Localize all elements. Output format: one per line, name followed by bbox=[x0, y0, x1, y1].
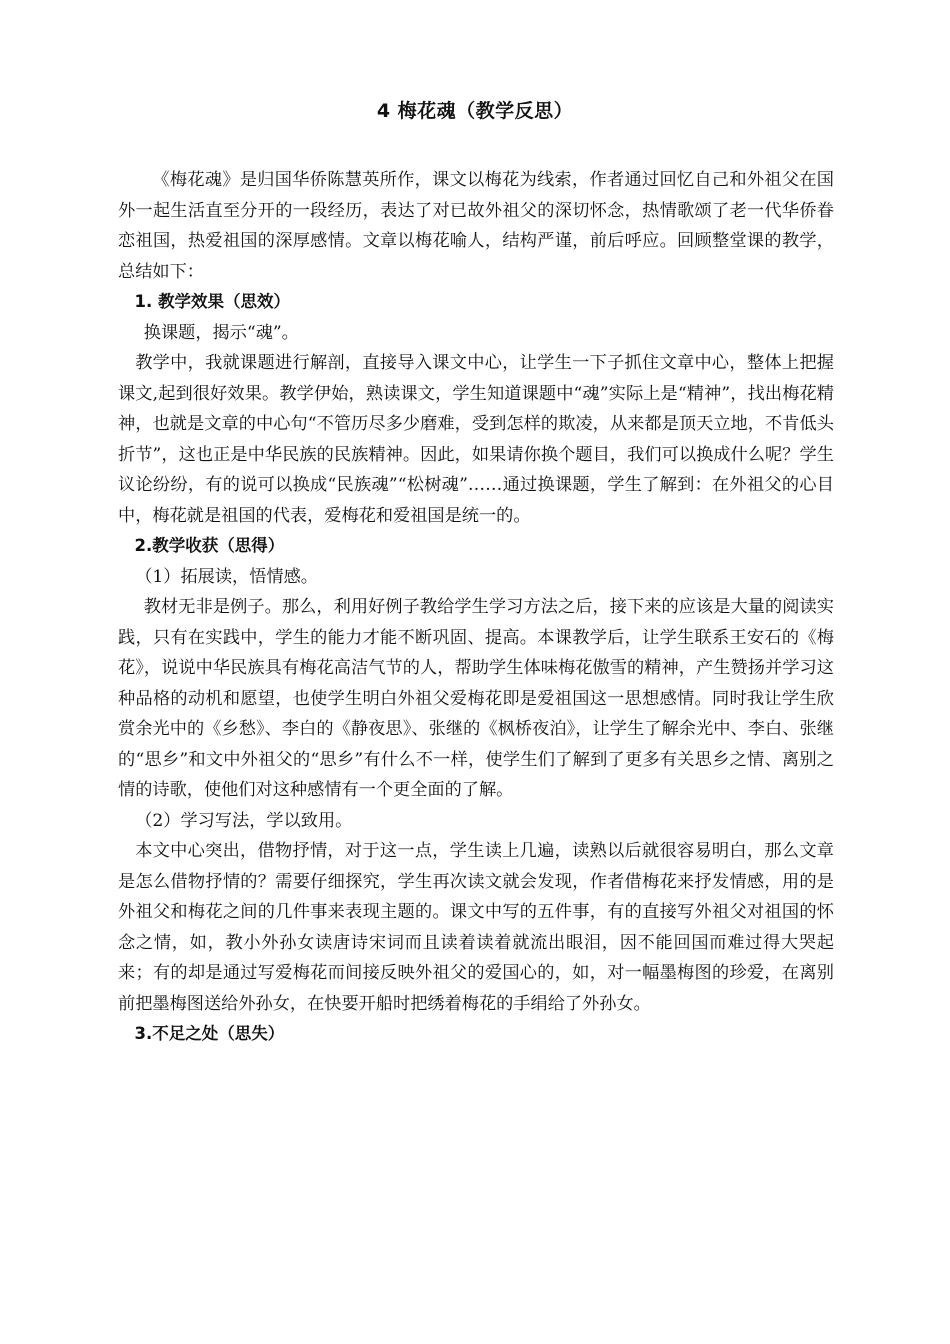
document-title: 4 梅花魂（教学反思） bbox=[376, 100, 574, 122]
document-body bbox=[118, 165, 834, 1050]
section3-heading: 3.不足之处（思失） bbox=[134, 1024, 285, 1043]
section1-heading: 1. 教学效果（思效） bbox=[134, 292, 290, 311]
intro-paragraph: 《梅花魂》是归国华侨陈慧英所作，课文以梅花为线索，作者通过回忆自己和外祖父在国外一起生活直至分开的一段经历，表达了对已故外祖父的深切怀念，热情歌颂了老一代华侨眷恋祖国，热爱祖国的深厚感情。文章以梅花喻人，结构严谨，前后呼应。回顾整堂课的教学，总结如下： bbox=[118, 170, 834, 282]
section1-subheading: 换课题，揭示“魂”。 bbox=[143, 322, 299, 343]
section2-paragraph-1: 教材无非是例子。那么，利用好例子教给学生学习方法之后，接下来的应该是大量的阅读实践，只有在实践中，学生的能力才能不断巩固、提高。本课教学后，让学生联系王安石的《梅花》，说说中华民族具有梅花高洁气节的人，帮助学生体味梅花傲雪的精神，产生赞扬并学习这种品格的动机和愿望，也使学生明白外祖父爱梅花即是爱祖国这一思想感情。同时我让学生欣赏余光中的《乡愁》、李白的《静夜思》、张继的《枫桥夜泊》，让学生了解余光中、李白、张继的“思乡”和文中外祖父的“思乡”有什么不一样，使学生们了解到了更多有关思乡之情、离别之情的诗歌，使他们对这种感情有一个更全面的了解。 bbox=[118, 597, 834, 800]
section1-paragraph: 教学中，我就课题进行解剖，直接导入课文中心，让学生一下子抓住文章中心，整体上把握课文,起到很好效果。教学伊始，熟读课文，学生知道课题中“魂”实际上是“精神”，找出梅花精神，也就是文章的中心句“不管历尽多少磨难，受到怎样的欺凌，从来都是顶天立地，不肯低头折节”，这也正是中华民族的民族精神。因此，如果请你换个题目，我们可以换成什么呢？学生议论纷纷，有的说可以换成“民族魂”“松树魂”……通过换课题，学生了解到：在外祖父的心目中，梅花就是祖国的代表，爱梅花和爱祖国是统一的。 bbox=[118, 353, 834, 526]
section2-subheading-2: （2）学习写法，学以致用。 bbox=[135, 810, 353, 831]
section2-heading: 2.教学收获（思得） bbox=[134, 536, 285, 555]
section2-paragraph-2: 本文中心突出，借物抒情，对于这一点，学生读上几遍，读熟以后就很容易明白，那么文章是怎么借物抒情的？需要仔细探究，学生再次读文就会发现，作者借梅花来抒发情感，用的是外祖父和梅花之间的几件事来表现主题的。课文中写的五件事，有的直接写外祖父对祖国的怀念之情，如，教小外孙女读唐诗宋词而且读着读着就流出眼泪，因不能回国而难过得大哭起来；有的却是通过写爱梅花而间接反映外祖父的爱国心的，如，对一幅墨梅图的珍爱，在离别前把墨梅图送给外孙女，在快要开船时把绣着梅花的手绢给了外孙女。 bbox=[118, 841, 834, 1014]
section2-subheading-1: （1）拓展读，悟情感。 bbox=[135, 566, 318, 587]
